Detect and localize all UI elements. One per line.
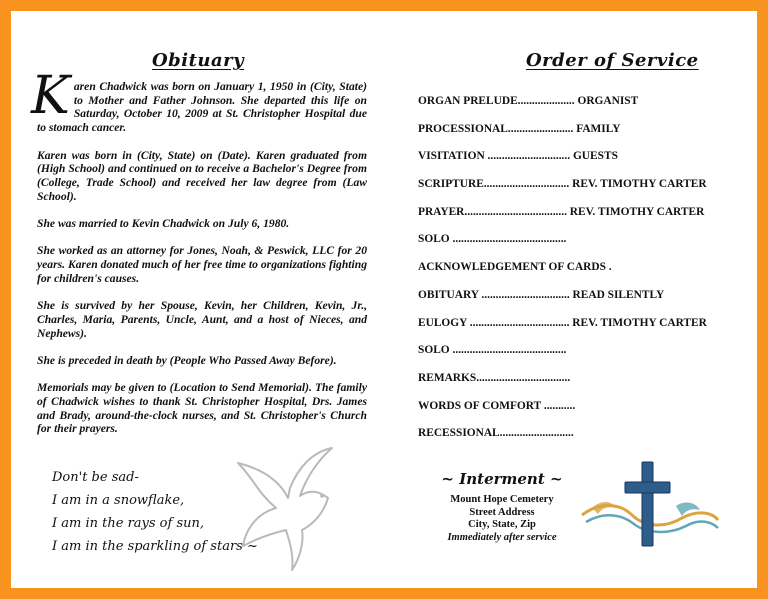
service-item-organ-prelude: ORGAN PRELUDE.................... ORGANIST [418,95,639,107]
interment-street: Street Address [469,506,535,518]
obituary-paragraph-2: Karen was born in (City, State) on (Date). Karen graduated from (High School) and continued on to receive a Bachelor's Degree from (College, Trade School) and received her law degree from (Law School). [37,148,367,203]
obituary-paragraph-7: Memorials may be given to (Location to Send Memorial). The family of Chadwick wishes to thank St. Christopher Hospital, Drs. James and Brady, around-the-clock nurses, and St. Christopher's Church for their prayers. [37,381,367,436]
interment-heading: ~ Interment ~ [441,470,563,488]
poem-line-1: Don't be sad- [52,470,139,485]
service-item-recessional: RECESSIONAL.......................... [418,427,574,440]
obituary-heading: Obituary [152,50,245,71]
service-item-visitation: VISITATION ............................. GUESTS [418,150,618,163]
service-item-eulogy: EULOGY ................................... REV. TIMOTHY CARTER [418,316,707,329]
interment-details [432,494,572,544]
service-item-acknowledgement: ACKNOWLEDGEMENT OF CARDS . [418,261,612,274]
obituary-paragraph-1 [31,66,367,135]
obituary-paragraph-3: She was married to Kevin Chadwick on July 6, 1980. [37,217,290,230]
order-of-service-list [418,90,718,450]
interment-cemetery: Mount Hope Cemetery [450,494,554,505]
service-item-words-of-comfort: WORDS OF COMFORT ........... [418,399,576,412]
interment-time: Immediately after service [447,531,557,543]
poem [52,466,258,558]
obituary-text [31,66,367,450]
service-item-processional: PROCESSIONAL....................... FAMILY [418,122,621,135]
drop-cap-letter: K [31,66,70,126]
obituary-paragraph-5: She is survived by her Spouse, Kevin, her Children, Kevin, Jr., Charles, Maria, Parents, Uncle, Aunt, and a host of Nieces, and Nephews). [37,299,367,340]
cross-icon [572,460,722,550]
order-of-service-heading: Order of Service [526,50,699,71]
poem-line-3: I am in the rays of sun, [52,516,204,531]
service-item-solo-2: SOLO ........................................ [418,344,567,357]
obituary-paragraph-1-text: aren Chadwick was born on January 1, 1950 in (City, State) to Mother and Father Johnson. She departed this life on Saturday, October 10, 2009 at St. Christopher Hospital due to stomach cancer. [37,80,367,135]
service-item-obituary: OBITUARY ............................... READ SILENTLY [418,288,665,301]
poem-line-2: I am in a snowflake, [52,493,185,508]
service-item-prayer: PRAYER.................................... REV. TIMOTHY CARTER [418,205,705,218]
obituary-paragraph-6: She is preceded in death by (People Who Passed Away Before). [37,353,337,367]
service-item-solo-1: SOLO ........................................ [418,233,567,246]
poem-line-4: I am in the sparkling of stars ~ [52,539,258,554]
service-item-scripture: SCRIPTURE.............................. REV. TIMOTHY CARTER [418,178,707,191]
interment-city: City, State, Zip [468,519,536,530]
obituary-paragraph-4: She worked as an attorney for Jones, Noah, & Peswick, LLC for 20 years. Karen donated much of her free time to organizations fighting for children's causes. [37,244,367,285]
dove-icon [228,438,346,576]
service-item-remarks: REMARKS................................. [418,371,571,384]
